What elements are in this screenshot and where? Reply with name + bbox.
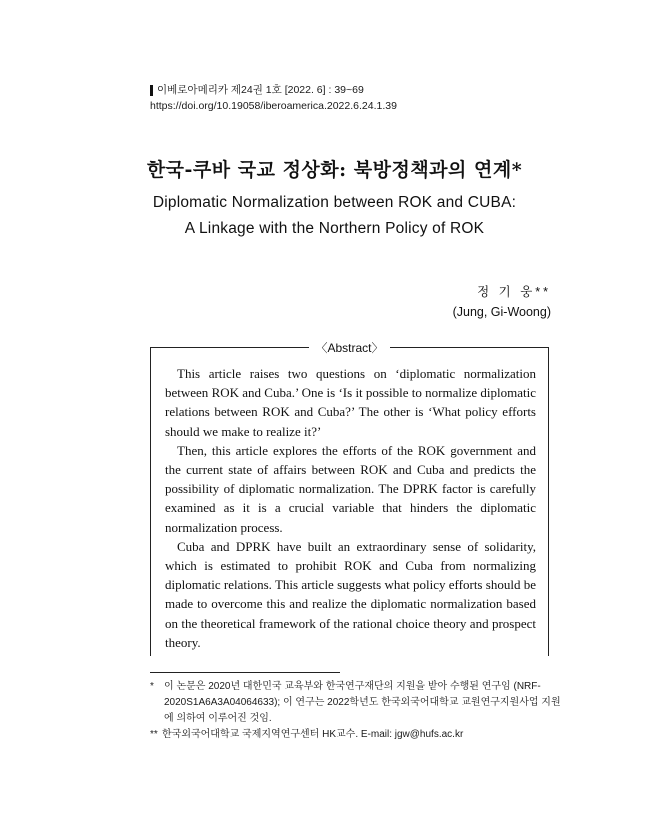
abstract-heading: [151, 339, 548, 356]
author-name-korean: 정 기 웅**: [477, 285, 551, 299]
abstract-body: [165, 364, 536, 652]
footnote-mark: *: [150, 681, 154, 692]
english-title: [0, 190, 669, 242]
author-block: [453, 282, 551, 322]
abstract-paragraph: Cuba and DPRK have built an extraordinary sense of solidarity, which is estimated to prohibit ROK and Cuba from normalizing diplomatic relations. This article suggests what policy efforts should be made to overcome this and realize the diplomatic normalization based on the theoretical framework of the rational choice theory and prospect theory.: [165, 538, 536, 650]
korean-title: 한국-쿠바 국교 정상화: 북방정책과의 연계*: [146, 159, 523, 181]
footnotes: [150, 679, 562, 743]
header-bar-marker: [150, 85, 153, 96]
footnote-divider: [150, 672, 340, 673]
abstract-paragraph: This article raises two questions on ‘diplomatic normalization between ROK and Cuba.’ One is ‘Is it possible to normalize diplomatic relations between ROK and Cuba?’ The other is ‘What policy efforts should we make to realize it?’: [165, 366, 536, 439]
footnote-2: [150, 727, 562, 743]
doi-link[interactable]: https://doi.org/10.19058/iberoamerica.2022.6.24.1.39: [150, 100, 397, 112]
abstract-box: [150, 341, 549, 656]
footnote-mark: **: [150, 729, 158, 740]
english-title-line-2: A Linkage with the Northern Policy of ROK: [184, 220, 485, 237]
abstract-heading-label: 〈Abstract〉: [309, 341, 389, 355]
footnote-1: [150, 679, 562, 727]
author-name-romanized: (Jung, Gi-Woong): [452, 305, 551, 319]
journal-header: [150, 82, 397, 114]
english-title-line-1: Diplomatic Normalization between ROK and CUBA:: [152, 194, 517, 211]
footnote-text: 한국외국어대학교 국제지역연구센터 HK교수. E-mail: jgw@hufs.ac.kr: [162, 729, 464, 740]
footnote-text: 이 논문은 2020년 대한민국 교육부와 한국연구재단의 지원을 받아 수행된 연구임 (NRF-2020S1A6A3A04064633); 이 연구는 2022학년도 한국외국어대학교 교원연구지원사업 지원에 의하여 이루어진 것임.: [164, 681, 561, 724]
journal-citation: 이베로아메리카 제24권 1호 [2022. 6] : 39~69: [157, 84, 364, 96]
abstract-paragraph: Then, this article explores the efforts of the ROK government and the current state of affairs between ROK and Cuba and predicts the possibility of diplomatic normalization. The DPRK factor is carefully examined as it is a crucial variable that hinders the diplomatic normalization process.: [165, 442, 536, 535]
